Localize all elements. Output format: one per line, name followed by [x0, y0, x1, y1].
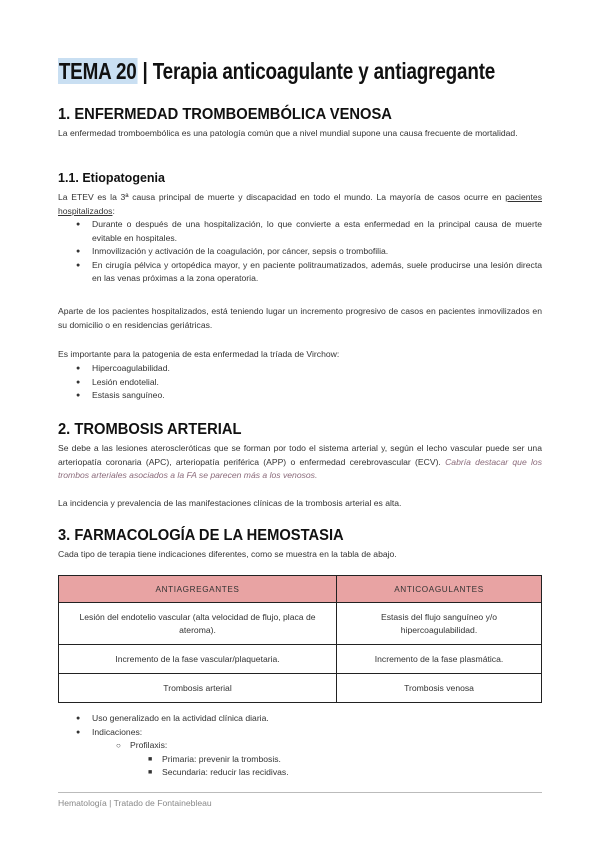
header-anticoagulantes: ANTICOAGULANTES	[337, 576, 542, 603]
etio-colon: :	[112, 205, 115, 216]
topic-title: | Terapia anticoagulante y antiagregante	[137, 58, 496, 84]
list-item: ● Indicaciones:	[58, 726, 542, 740]
virchow-list	[58, 362, 542, 403]
list-item: ● Lesión endotelial.	[58, 376, 542, 390]
table-row	[59, 674, 542, 703]
paragraph-virchow: Es importante para la patogenia de esta enfermedad la tríada de Virchow:	[58, 349, 340, 359]
section-heading-1: 1. ENFERMEDAD TROMBOEMBÓLICA VENOSA	[58, 106, 392, 123]
section-heading-3: 3. FARMACOLOGÍA DE LA HEMOSTASIA	[58, 527, 344, 544]
list-item-subsub: ■ Secundaria: reducir las recidivas.	[58, 766, 542, 780]
list-item-subsub: ■ Primaria: prevenir la trombosis.	[58, 753, 542, 767]
page-footer: Hematología | Tratado de Fontainebleau	[58, 798, 212, 808]
therapy-comparison-table	[58, 575, 542, 703]
table-cell: Incremento de la fase vascular/plaquetaria.	[59, 645, 337, 674]
table-cell: Incremento de la fase plasmática.	[337, 645, 542, 674]
pacientes-hospitalizados-link: pacientes hospitalizados	[58, 192, 542, 216]
arterial-text: Se debe a las lesiones ateroscleróticas que se forman por todo el sistema arterial y, según el lecho vascular puede ser una arteriopatía coronaria (APC), arteriopatía periférica (APP) o enfermedad cerebrovascular (ECV).	[58, 443, 542, 467]
table-cell: Lesión del endotelio vascular (alta velocidad de flujo, placa de ateroma).	[59, 603, 337, 645]
section-heading-2: 2. TROMBOSIS ARTERIAL	[58, 421, 242, 438]
list-item: ● Hipercoagulabilidad.	[58, 362, 542, 376]
table-cell: Estasis del flujo sanguíneo y/o hipercoagulabilidad.	[337, 603, 542, 645]
list-item: ● Estasis sanguíneo.	[58, 389, 542, 403]
list-item: ● Uso generalizado en la actividad clínica diaria.	[58, 712, 542, 726]
section-3-intro: Cada tipo de terapia tiene indicaciones diferentes, como se muestra en la tabla de abajo.	[58, 549, 397, 559]
hospital-causes-list	[58, 218, 542, 286]
list-item: ● Durante o después de una hospitalización, lo que convierte a esta enfermedad en la principal causa de muerte evitable en hospitales.	[58, 218, 542, 245]
list-item: ● Inmovilización y activación de la coagulación, por cáncer, sepsis o trombofilia.	[58, 245, 542, 259]
section-2-paragraph	[58, 442, 542, 483]
etio-text: La ETEV es la 3ª causa principal de muerte y discapacidad en todo el mundo. La mayoría de casos ocurre en	[58, 192, 506, 202]
table-row	[59, 645, 542, 674]
arterial-emphasis: Cabría destacar que los trombos arteriales asociados a la FA se parecen más a los venosos.	[58, 456, 542, 480]
section-1-intro: La enfermedad tromboembólica es una patología común que a nivel mundial supone una causa frecuente de mortalidad.	[58, 128, 518, 138]
footer-divider	[58, 792, 542, 793]
list-item: ● En cirugía pélvica y ortopédica mayor, y en paciente politraumatizados, además, suele producirse una lesión directa en las venas próximas a la zona operatoria.	[58, 259, 542, 286]
etiopatogenia-paragraph	[58, 191, 542, 218]
table-row	[59, 603, 542, 645]
hemostasia-list	[58, 712, 542, 780]
section-2-incidence: La incidencia y prevalencia de las manifestaciones clínicas de la trombosis arterial es alta.	[58, 498, 402, 508]
header-antiagregantes: ANTIAGREGANTES	[59, 576, 337, 603]
topic-number: TEMA 20	[58, 58, 137, 84]
table-cell: Trombosis arterial	[59, 674, 337, 703]
subsection-heading-etiopatogenia: 1.1. Etiopatogenia	[58, 171, 165, 185]
page-title	[58, 58, 495, 85]
list-item-sub: ○ Profilaxis:	[58, 739, 542, 753]
table-header-row	[59, 576, 542, 603]
table-cell: Trombosis venosa	[337, 674, 542, 703]
paragraph-inmovilizados: Aparte de los pacientes hospitalizados, está teniendo lugar un incremento progresivo de casos en pacientes inmovilizados en su domicilio o en residencias geriátricas.	[58, 306, 542, 330]
